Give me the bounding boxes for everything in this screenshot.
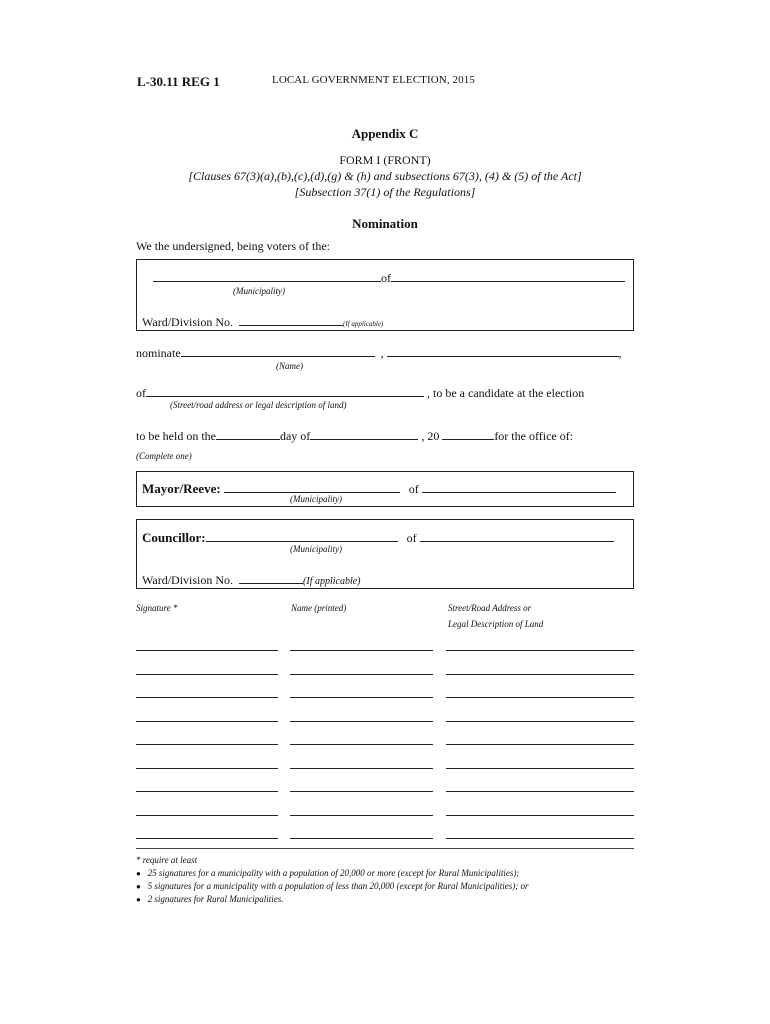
signature-field[interactable] xyxy=(136,815,278,816)
year-field[interactable] xyxy=(442,428,494,440)
document-header-title: LOCAL GOVERNMENT ELECTION, 2015 xyxy=(272,74,475,86)
councillor-ward-hint: (If applicable) xyxy=(303,576,361,587)
clauses-reference: [Clauses 67(3)(a),(b),(c),(d),(g) & (h) and subsections 67(3), (4) & (5) of the Act] xyxy=(188,169,582,183)
bullet-icon: ● xyxy=(136,882,141,891)
held-prefix: to be held on the xyxy=(136,429,216,443)
mayor-row xyxy=(142,481,616,497)
councillor-municipality-hint: (Municipality) xyxy=(290,544,342,554)
signature-field[interactable] xyxy=(136,674,278,675)
nominee-name-field[interactable] xyxy=(181,345,375,357)
name-hint: (Name) xyxy=(276,361,303,371)
election-date-row xyxy=(136,428,573,444)
mayor-municipality-hint: (Municipality) xyxy=(290,494,342,504)
comma: , xyxy=(380,346,384,360)
address-field-row[interactable] xyxy=(446,815,634,816)
footnote-item: ● 2 signatures for Rural Municipalities. xyxy=(136,894,284,904)
address-column-header-1: Street/Road Address or xyxy=(448,603,532,613)
address-field-row[interactable] xyxy=(446,697,634,698)
signature-field[interactable] xyxy=(136,768,278,769)
ward-hint: (If applicable) xyxy=(343,320,384,328)
address-field-row[interactable] xyxy=(446,744,634,745)
address-column-header-2: Legal Description of Land xyxy=(448,619,544,629)
councillor-ward-row xyxy=(142,572,361,588)
councillor-ward-label: Ward/Division No. xyxy=(142,573,234,587)
month-field[interactable] xyxy=(310,428,418,440)
name-printed-field[interactable] xyxy=(290,744,433,745)
office-label: for the office of: xyxy=(494,429,574,443)
name-printed-field[interactable] xyxy=(290,697,433,698)
name-printed-field[interactable] xyxy=(290,650,433,651)
address-field[interactable] xyxy=(146,385,424,397)
address-field-row[interactable] xyxy=(446,721,634,722)
signature-column-header: Signature * xyxy=(136,603,178,613)
day-field[interactable] xyxy=(216,428,280,440)
name-printed-field[interactable] xyxy=(290,815,433,816)
complete-one-note: (Complete one) xyxy=(136,451,192,461)
address-hint: (Street/road address or legal description of land) xyxy=(170,400,347,410)
bullet-icon: ● xyxy=(136,895,141,904)
address-field-row[interactable] xyxy=(446,650,634,651)
signature-field[interactable] xyxy=(136,697,278,698)
name-printed-field[interactable] xyxy=(290,838,433,839)
ward-label: Ward/Division No. xyxy=(142,315,234,329)
of-label: of xyxy=(381,271,391,285)
name-printed-field[interactable] xyxy=(290,674,433,675)
form-title: FORM I (FRONT) xyxy=(339,153,431,167)
councillor-row xyxy=(142,530,614,546)
day-of-label: day of xyxy=(279,429,311,443)
ward-field[interactable] xyxy=(239,314,343,326)
document-code: L-30.11 REG 1 xyxy=(137,74,220,89)
name-printed-field[interactable] xyxy=(290,721,433,722)
subsection-reference: [Subsection 37(1) of the Regulations] xyxy=(294,185,476,199)
municipality-line-row xyxy=(153,270,625,286)
address-field-row[interactable] xyxy=(446,674,634,675)
councillor-of-label: of xyxy=(406,531,417,545)
mayor-municipality-field-2[interactable] xyxy=(422,481,616,493)
address-field-row[interactable] xyxy=(446,768,634,769)
bullet-icon: ● xyxy=(136,869,141,878)
signature-field[interactable] xyxy=(136,838,278,839)
address-field-row[interactable] xyxy=(446,791,634,792)
comma-end: , xyxy=(618,346,622,360)
signature-field[interactable] xyxy=(136,744,278,745)
councillor-municipality-field[interactable] xyxy=(206,530,398,542)
councillor-ward-field[interactable] xyxy=(239,572,303,584)
footnote-item: ● 25 signatures for a municipality with a population of 20,000 or more (except for Rural Municipalities); xyxy=(136,868,520,878)
municipality-field[interactable] xyxy=(153,270,381,282)
ward-row xyxy=(142,314,383,330)
signature-field[interactable] xyxy=(136,650,278,651)
councillor-municipality-field-2[interactable] xyxy=(420,530,614,542)
name-printed-column-header: Name (printed) xyxy=(291,603,347,613)
councillor-label: Councillor: xyxy=(142,530,206,545)
nominee-name-field-2[interactable] xyxy=(387,345,619,357)
address-field-row[interactable] xyxy=(446,838,634,839)
candidate-text: , to be a candidate at the election xyxy=(427,386,585,400)
address-of-label: of xyxy=(136,386,146,400)
mayor-of-label: of xyxy=(408,482,419,496)
footnote-divider xyxy=(136,848,634,849)
intro-text: We the undersigned, being voters of the: xyxy=(136,239,330,253)
footnote-item: ● 5 signatures for a municipality with a population of less than 20,000 (except for Rural Municipalities); or xyxy=(136,881,529,891)
mayor-municipality-field[interactable] xyxy=(224,481,400,493)
signature-field[interactable] xyxy=(136,721,278,722)
appendix-title: Appendix C xyxy=(351,126,419,141)
footnote-lead: * require at least xyxy=(136,855,198,865)
section-title: Nomination xyxy=(352,216,418,231)
mayor-reeve-label: Mayor/Reeve: xyxy=(142,481,221,496)
nominate-label: nominate xyxy=(136,346,181,360)
nominate-row xyxy=(136,345,622,361)
address-row xyxy=(136,385,584,401)
municipality-field-2[interactable] xyxy=(391,270,625,282)
signature-field[interactable] xyxy=(136,791,278,792)
year-prefix: , 20 xyxy=(421,429,440,443)
name-printed-field[interactable] xyxy=(290,768,433,769)
municipality-hint: (Municipality) xyxy=(233,286,285,296)
name-printed-field[interactable] xyxy=(290,791,433,792)
